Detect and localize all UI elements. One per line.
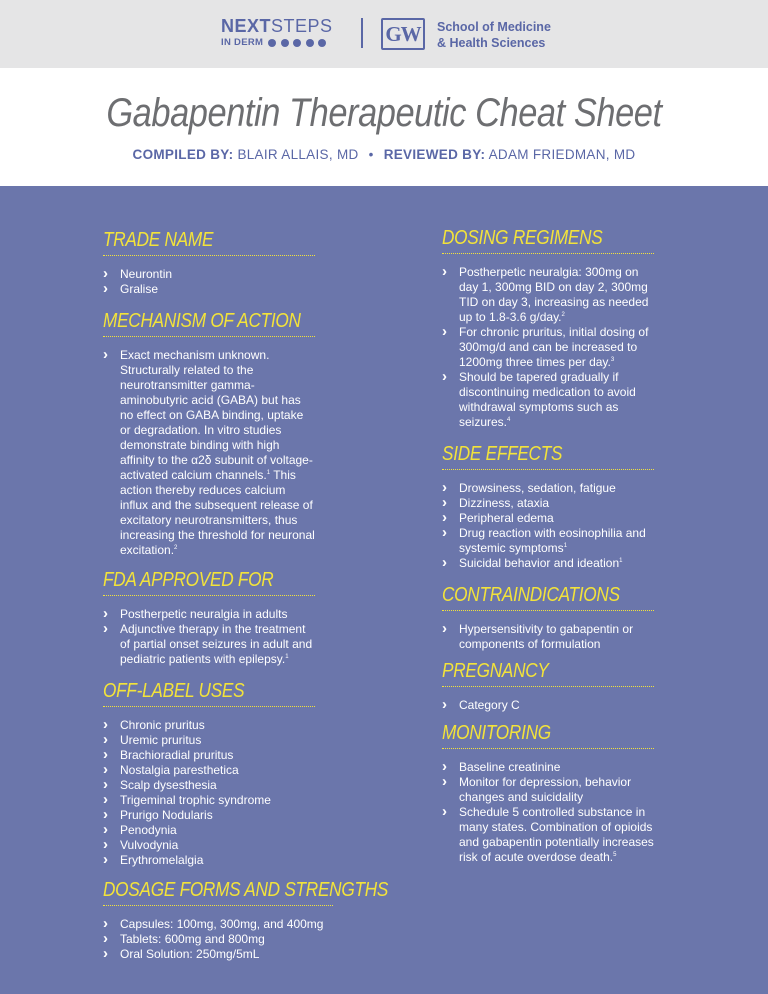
list-item-text: Postherpetic neuralgia: 300mg on day 1, 300mg BID on day 2, 300mg TID on day 3, increasing as needed up to 1.8-3.6 g/day. xyxy=(459,265,649,324)
list-item: › Gralise xyxy=(103,282,315,297)
list-item-text: Schedule 5 controlled substance in many states. Combination of opioids and gabapentin potentially increases risk of acute overdose death. xyxy=(459,805,654,864)
list-item: › Peripheral edema xyxy=(442,511,654,526)
section-contraindications xyxy=(442,583,654,652)
gw-logo xyxy=(381,18,425,50)
list-item: › Vulvodynia xyxy=(103,838,315,853)
section-mechanism xyxy=(103,309,315,558)
reference: 4 xyxy=(507,417,511,423)
list-item xyxy=(442,526,654,556)
section-heading: DOSAGE FORMS AND STRENGTHS xyxy=(103,879,389,901)
logo-dot-icon xyxy=(293,39,301,47)
list-item: › Tablets: 600mg and 800mg xyxy=(103,932,333,947)
section-heading: PREGNANCY xyxy=(442,660,549,682)
list-item xyxy=(442,325,654,370)
list-item: › Erythromelalgia xyxy=(103,853,315,868)
school-line2: & Health Sciences xyxy=(437,35,546,50)
nextsteps-bold: NEXT xyxy=(221,16,272,36)
section-dosing xyxy=(442,226,654,430)
list-item xyxy=(103,622,315,667)
list-item: › Prurigo Nodularis xyxy=(103,808,315,823)
list-item: › Hypersensitivity to gabapentin or components of formulation xyxy=(442,622,654,652)
reference: 1 xyxy=(285,654,289,660)
logo-dot-icon xyxy=(281,39,289,47)
byline-separator: • xyxy=(368,147,374,162)
section-heading: SIDE EFFECTS xyxy=(442,443,563,465)
reference: 2 xyxy=(561,312,565,318)
list-item xyxy=(442,265,654,325)
section-heading: TRADE NAME xyxy=(103,229,214,251)
logo-dot-icon xyxy=(306,39,314,47)
list-item: › Drowsiness, sedation, fatigue xyxy=(442,481,654,496)
section-heading: DOSING REGIMENS xyxy=(442,227,603,249)
list-item: › Trigeminal trophic syndrome xyxy=(103,793,315,808)
list-item-text: Drug reaction with eosinophilia and systemic symptoms xyxy=(459,526,646,555)
section-off-label xyxy=(103,679,315,868)
reference: 5 xyxy=(613,852,617,858)
section-pregnancy xyxy=(442,659,654,713)
reference: 1 xyxy=(266,470,271,476)
section-heading: OFF-LABEL USES xyxy=(103,680,245,702)
section-heading: MECHANISM OF ACTION xyxy=(103,310,301,332)
section-monitoring xyxy=(442,721,654,865)
reference: 1 xyxy=(563,543,568,549)
list-item-text: For chronic pruritus, initial dosing of 300mg/d and can be increased to 1200mg three times per day. xyxy=(459,325,649,369)
top-banner xyxy=(0,0,768,68)
section-heading: MONITORING xyxy=(442,722,551,744)
section-trade-name xyxy=(103,228,315,297)
reference: 2 xyxy=(174,545,178,551)
compiled-name: BLAIR ALLAIS, MD xyxy=(237,147,359,162)
reviewed-label: REVIEWED BY: xyxy=(383,147,486,162)
list-item-text: Adjunctive therapy in the treatment of partial onset seizures in adult and pediatric patients with epilepsy. xyxy=(120,622,313,666)
logo-dot-icon xyxy=(318,39,326,47)
mechanism-text: This action thereby reduces calcium influx and the subsequent release of excitatory neurotransmitters, thus increasing the threshold for neuronal excitation. xyxy=(120,468,315,557)
list-item: › Postherpetic neuralgia in adults xyxy=(103,607,315,622)
title-header xyxy=(0,68,768,186)
list-item-text: Suicidal behavior and ideation xyxy=(459,556,620,570)
school-name xyxy=(437,20,551,51)
section-heading: CONTRAINDICATIONS xyxy=(442,584,620,606)
nextsteps-light: STEPS xyxy=(271,16,333,36)
list-item-text: Should be tapered gradually if discontinuing medication to avoid withdrawal symptoms such as seizures. xyxy=(459,370,636,429)
list-item: › Uremic pruritus xyxy=(103,733,315,748)
mechanism-text: Exact mechanism unknown. Structurally related to the neurotransmitter gamma-aminobutyric acid (GABA) but has no effect on GABA binding, uptake or degradation. In vitro studies demonstrate binding with high affinity to the α2δ subunit of voltage-activated calcium channels. xyxy=(120,348,313,482)
logo-divider xyxy=(361,18,363,48)
list-item: › Nostalgia paresthetica xyxy=(103,763,315,778)
list-item: › Scalp dysesthesia xyxy=(103,778,315,793)
list-item xyxy=(442,370,654,430)
list-item: › Monitor for depression, behavior changes and suicidality xyxy=(442,775,654,805)
section-fda-approved xyxy=(103,568,315,667)
reference: 1 xyxy=(619,558,623,564)
gw-mark: GW xyxy=(385,21,421,46)
list-item xyxy=(442,805,654,865)
list-item: › Category C xyxy=(442,698,654,713)
nextsteps-sub: IN DERM xyxy=(221,37,264,48)
list-item: › Penodynia xyxy=(103,823,315,838)
nextsteps-logo xyxy=(221,16,333,48)
list-item: › Dizziness, ataxia xyxy=(442,496,654,511)
section-dosage-forms xyxy=(103,878,389,962)
list-item xyxy=(442,556,654,571)
list-item: › Capsules: 100mg, 300mg, and 400mg xyxy=(103,917,333,932)
list-item: › Oral Solution: 250mg/5mL xyxy=(103,947,333,962)
list-item: › Neurontin xyxy=(103,267,315,282)
list-item xyxy=(103,348,315,558)
reviewed-name: ADAM FRIEDMAN, MD xyxy=(488,147,636,162)
list-item: › Baseline creatinine xyxy=(442,760,654,775)
section-heading: FDA APPROVED FOR xyxy=(103,569,274,591)
list-item: › Chronic pruritus xyxy=(103,718,315,733)
list-item: › Brachioradial pruritus xyxy=(103,748,315,763)
section-side-effects xyxy=(442,442,654,571)
page-title: Gabapentin Therapeutic Cheat Sheet xyxy=(106,91,662,135)
reference: 3 xyxy=(610,357,615,363)
compiled-label: COMPILED BY: xyxy=(132,147,234,162)
logo-dot-icon xyxy=(268,39,276,47)
school-line1: School of Medicine xyxy=(437,20,551,34)
byline xyxy=(0,147,768,162)
